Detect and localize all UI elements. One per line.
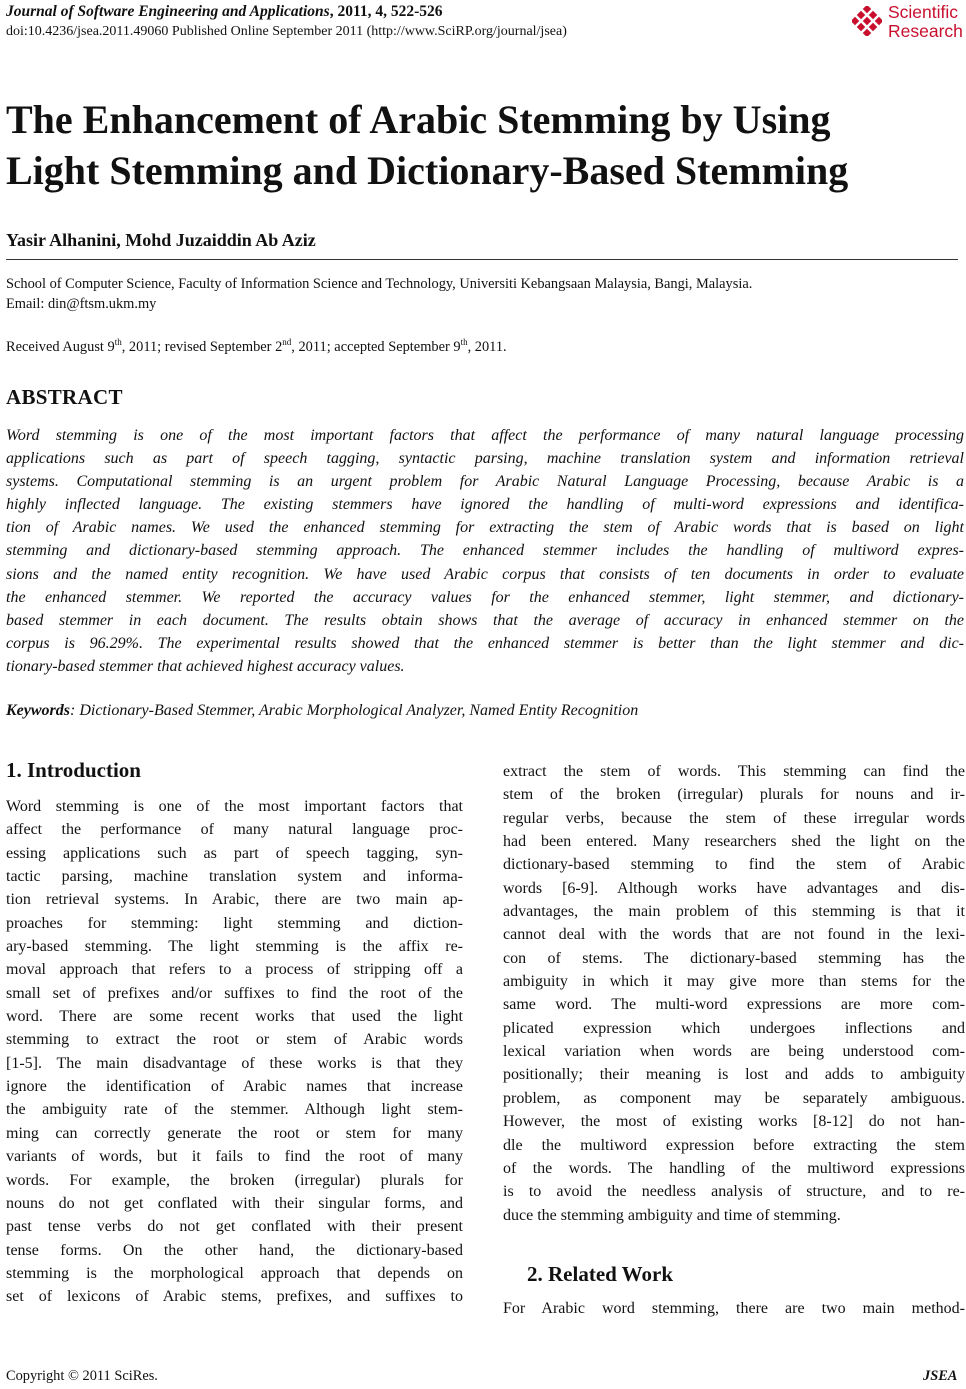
body-line: duce the stemming ambiguity and time of stemming. <box>503 1206 841 1224</box>
abstract-heading: ABSTRACT <box>6 385 123 409</box>
abstract-line: based stemmer in each document. The results obtain shows that the average of accuracy in enhanced stemmer on the <box>6 611 964 629</box>
revised-sup: nd <box>282 337 292 347</box>
body-line: However, the most of existing works [8-12] do not han- <box>503 1113 965 1131</box>
doi-line: doi:10.4236/jsea.2011.49060 Published Online September 2011 (http://www.SciRP.org/journal/jsea) <box>6 24 567 39</box>
body-line: the ambiguity rate of the stemmer. Although light stem- <box>6 1101 463 1119</box>
body-line: of the words. The handling of the multiword expressions <box>503 1159 965 1177</box>
body-line: ary-based stemming. The light stemming is the affix re- <box>6 938 463 956</box>
title-line-2: Light Stemming and Dictionary-Based Stemming <box>6 148 849 193</box>
body-line: ambiguity in which it may give more than stems for the <box>503 973 965 991</box>
body-line: tactic parsing, machine translation system and informa- <box>6 868 463 886</box>
paper-title <box>6 94 961 196</box>
body-line: cannot deal with the words that are not found in the lexi- <box>503 926 965 944</box>
body-line: dle the multiword expression before extracting the stem <box>503 1136 965 1154</box>
received-text: Received August 9 <box>6 338 115 355</box>
footer-journal-abbr: JSEA <box>923 1368 958 1384</box>
body-line: lexical variation when words are being understood com- <box>503 1043 965 1061</box>
body-line: For Arabic word stemming, there are two main method- <box>503 1300 965 1317</box>
title-rule <box>6 259 958 260</box>
body-line: set of lexicons of Arabic stems, prefixes, and suffixes to <box>6 1288 463 1306</box>
keywords <box>6 702 638 720</box>
related-work-body <box>503 1297 965 1320</box>
body-line: positionally; their meaning is lost and adds to ambiguity <box>503 1066 965 1084</box>
body-line: nouns do not get conflated with their singular forms, and <box>6 1194 463 1212</box>
body-line: had been entered. Many researchers shed the light on the <box>503 833 965 851</box>
body-line: regular verbs, because the stem of these irregular words <box>503 809 965 827</box>
abstract-line: systems. Computational stemming is an urgent problem for Arabic Natural Language Processing, because Arabic is a <box>6 473 964 491</box>
body-line: dictionary-based stemming to find the stem of Arabic <box>503 856 965 874</box>
logo-text-scientific: Scientific <box>888 2 959 22</box>
body-line: moval approach that refers to a process of stripping off a <box>6 961 463 979</box>
abstract-body <box>6 424 964 678</box>
journal-volume: , 2011, 4, 522-526 <box>329 3 443 20</box>
abstract-line: tion of Arabic names. We used the enhanced stemming for extracting the stem of Arabic words that is based on light <box>6 519 964 537</box>
body-line: ignore the identification of Arabic names that increase <box>6 1078 463 1096</box>
body-line: stemming to extract the root or stem of Arabic words <box>6 1031 463 1049</box>
accepted-text: , 2011; accepted September 9 <box>291 338 461 355</box>
body-line: past tense verbs do not get conflated with their present <box>6 1218 463 1236</box>
body-line: essing applications such as part of speech tagging, syn- <box>6 844 463 862</box>
body-line: word. There are some recent works that used the light <box>6 1008 463 1026</box>
revised-text: , 2011; revised September 2 <box>121 338 283 355</box>
body-line: words. For example, the broken (irregular) plurals for <box>6 1171 463 1189</box>
abstract-line: the enhanced stemmer. We reported the accuracy values for the enhanced stemmer, light stemmer, and dictionary- <box>6 588 964 606</box>
received-dates <box>6 337 507 356</box>
affiliation-block <box>6 274 752 314</box>
accepted-sup: th <box>460 337 468 347</box>
keywords-label: Keywords <box>6 702 70 719</box>
body-line: ming can correctly generate the root or stem for many <box>6 1124 463 1142</box>
abstract-line: corpus is 96.29%. The experimental results showed that the enhanced stemmer is better than the light stemmer and dic- <box>6 634 964 652</box>
journal-header <box>6 3 443 21</box>
affiliation: School of Computer Science, Faculty of Information Science and Technology, Universiti Kebangsaan Malaysia, Bangi, Malaysia. <box>6 276 753 292</box>
scientific-research-logo-icon <box>852 6 882 36</box>
logo-text-research: Research <box>888 21 963 41</box>
title-line-1: The Enhancement of Arabic Stemming by Using <box>6 97 831 142</box>
footer-copyright: Copyright © 2011 SciRes. <box>6 1368 158 1384</box>
abstract-line: sions and the named entity recognition. We have used Arabic corpus that consists of ten documents in order to evaluate <box>6 565 964 583</box>
body-line: con of stems. The dictionary-based stemming has the <box>503 949 965 967</box>
body-line: extract the stem of words. This stemming can find the <box>503 763 965 780</box>
email: Email: din@ftsm.ukm.my <box>6 296 157 312</box>
body-line: [1-5]. The main disadvantage of these works is that they <box>6 1054 463 1072</box>
right-column <box>503 760 965 1227</box>
received-sup: th <box>114 337 122 347</box>
body-line: stemming is the morphological approach that depends on <box>6 1264 463 1282</box>
body-line: is to avoid the needless analysis of structure, and to re- <box>503 1183 965 1201</box>
body-line: problem, as component may be separately ambiguous. <box>503 1089 965 1107</box>
section-heading-related-work: 2. Related Work <box>527 1262 674 1286</box>
abstract-line: tionary-based stemmer that achieved highest accuracy values. <box>6 657 405 675</box>
body-line: affect the performance of many natural language proc- <box>6 821 463 839</box>
body-line: proaches for stemming: light stemming and diction- <box>6 914 463 932</box>
section-heading-introduction: 1. Introduction <box>6 758 141 782</box>
body-line: words [6-9]. Although works have advantages and dis- <box>503 879 965 897</box>
abstract-line: stemming and dictionary-based stemming approach. The enhanced stemmer includes the handling of multiword expres- <box>6 542 964 560</box>
body-line: Word stemming is one of the most important factors that <box>6 798 463 815</box>
publisher-logo <box>852 2 964 42</box>
authors: Yasir Alhanini, Mohd Juzaiddin Ab Aziz <box>6 230 316 250</box>
body-line: advantages, the main problem of this stemming is that it <box>503 903 965 921</box>
journal-name: Journal of Software Engineering and Applications <box>6 3 330 20</box>
left-column <box>6 795 463 1309</box>
body-line: plicated expression which undergoes inflections and <box>503 1019 965 1037</box>
body-line: small set of prefixes and/or suffixes to find the root of the <box>6 984 463 1002</box>
body-line: same word. The multi-word expressions are more com- <box>503 996 965 1014</box>
body-line: stem of the broken (irregular) plurals for nouns and ir- <box>503 786 965 804</box>
abstract-line: Word stemming is one of the most important factors that affect the performance of many natural language processing <box>6 427 964 444</box>
body-line: tion retrieval systems. In Arabic, there are two main ap- <box>6 891 463 909</box>
body-line: tense forms. On the other hand, the dictionary-based <box>6 1241 463 1259</box>
body-line: variants of words, but it fails to find the root of many <box>6 1148 463 1166</box>
abstract-line: applications such as part of speech tagging, syntactic parsing, machine translation system and information retrieval <box>6 450 964 468</box>
abstract-line: highly inflected language. The existing stemmers have ignored the handling of multi-word expressions and identifica- <box>6 496 964 514</box>
accepted-year: , 2011. <box>467 338 507 355</box>
keywords-list: : Dictionary-Based Stemmer, Arabic Morphological Analyzer, Named Entity Recognition <box>70 702 639 719</box>
